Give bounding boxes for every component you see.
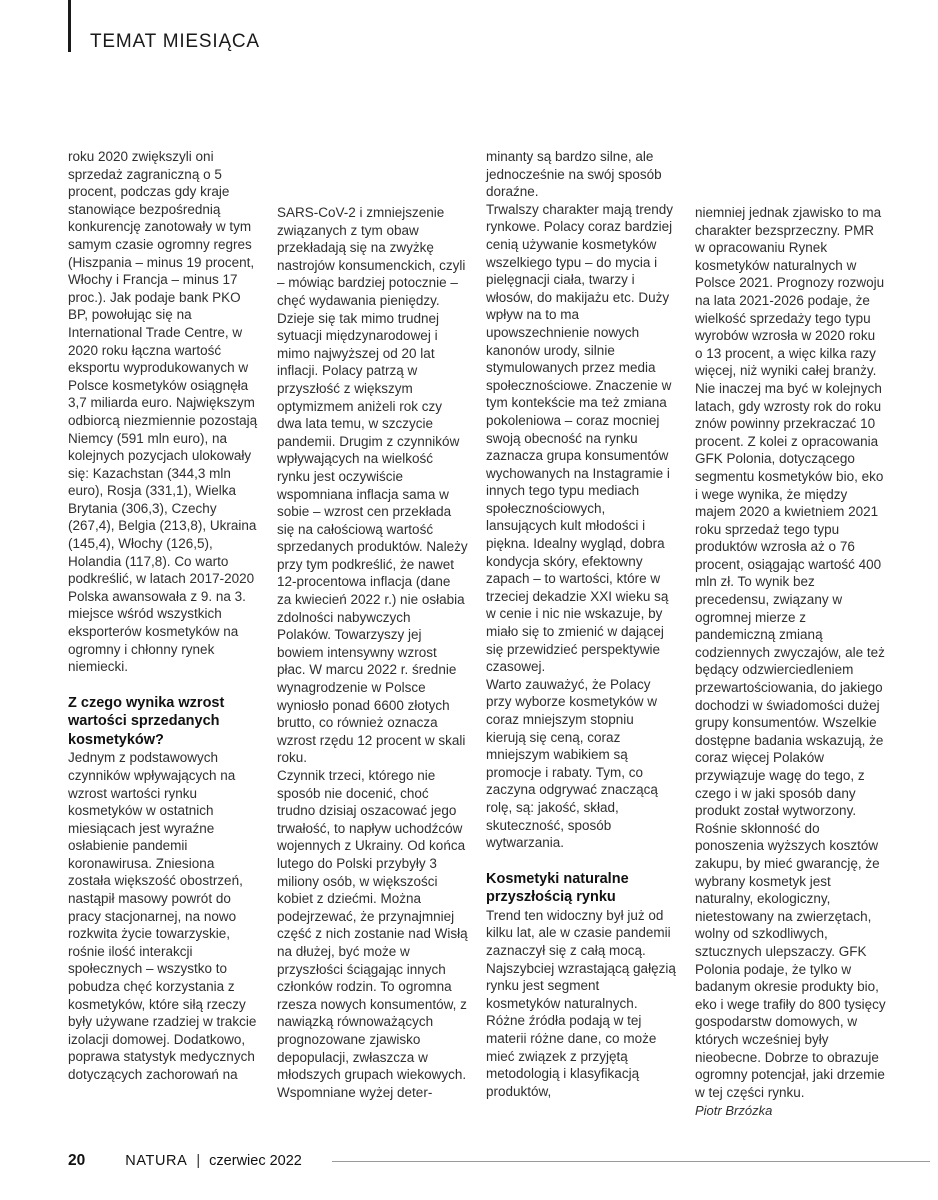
paragraph: Warto zauważyć, że Polacy przy wyborze kosmetyków w coraz mniejszym stopniu kierują się ceną, coraz mniejszym wabikiem są promocje i rabaty. Tym, co zaczyna odgrywać znaczącą rolę, są: jakość, skład, skuteczność, sposób wytwarzania.	[486, 676, 658, 851]
paragraph: niemniej jednak zjawisko to ma charakter bezsprzeczny. PMR w opracowaniu Rynek kosmetyków naturalnych w Polsce 2021. Prognozy rozwoju na lata 2021-2026 podaje, że wielkość sprzedaży tego typu wyrobów wzrosła w 2020 roku o 13 procent, a więc kilka razy więcej, niż wyniki całej branży. Nie inaczej ma być w kolejnych latach, gdy wzrosty rok do roku znów powinny przekraczać 10 procent. Z kolei z opracowania GFK Polonia, dotyczącego segmentu kosmetyków bio, eko i wege wynika, że między majem 2020 a kwietniem 2021 roku sprzedaż tego typu produktów wzrosła aż o 76 procent, osiągając wartość 400 mln zł. To wynik bez precedensu, związany w ogromnej mierze z pandemiczną zmianą codziennych zwyczajów, ale też będący odzwierciedleniem przewartościowania, do jakiego dochodzi w świadomości dużej grupy konsumentów. Wszelkie dostępne badania wskazują, że coraz więcej Polaków przywiązuje wagę do tego, z czego i w jaki sposób dany produkt został wytworzony. Rośnie skłonność do ponoszenia wyższych kosztów zakupu, by mieć gwarancję, że wybrany kosmetyk jest naturalny, ekologiczny, nietestowany na zwierzętach, wolny od szkodliwych, sztucznych ulepszaczy. GFK Polonia podaje, że tylko w badanym okresie produkty bio, eko i wege trafiły do 800 tysięcy gospodarstw domowych, w których wcześniej były nieobecne. Dobrze to obrazuje ogromny potencjał, jaki drzemie w tej części rynku.	[695, 205, 886, 1100]
paragraph: Jednym z podstawowych czynników wpływających na wzrost wartości rynku kosmetyków w ostatnich miesiącach jest wyraźne osłabienie pandemii koronawirusa. Zniesiona została większość obostrzeń, nastąpił masowy powrót do pracy stacjonarnej, na nowo rozkwita życie towarzyskie, rośnie ilość interakcji społecznych – wszystko to pobudza chęć korzystania z kosmetyków, które siłą rzeczy były używane rzadziej w trakcie izolacji domowej. Dodatkowo, poprawa statystyk medycznych dotyczących zachorowań na	[68, 750, 257, 1082]
paragraph: roku 2020 zwiększyli oni sprzedaż zagraniczną o 5 procent, podczas gdy kraje stanowiące bezpośrednią konkurencję zanotowały w tym samym czasie ogromny regres (Hiszpania – minus 19 procent, Włochy i Francja – minus 17 proc.). Jak podaje bank PKO BP, powołując się na International Trade Centre, w 2020 roku łączna wartość eksportu wyprodukowanych w Polsce kosmetyków osiągnęła 3,7 miliarda euro. Największym odbiorcą niezmiennie pozostają Niemcy (591 mln euro), na kolejnych pozycjach ulokowały się: Kazachstan (344,3 mln euro), Rosja (331,1), Wielka Brytania (306,3), Czechy (267,4), Belgia (213,8), Ukraina (145,4), Włochy (126,5), Holandia (117,8). Co warto podkreślić, w latach 2017-2020 Polska awansowała z 9. na 3. miejsce wśród wszystkich eksporterów kosmetyków na ogromny i chłonny rynek niemiecki.	[68, 149, 258, 675]
paragraph: Czynnik trzeci, którego nie sposób nie docenić, choć trudno dzisiaj oszacować jego trwałość, to napływ uchodźców wojennych z Ukrainy. Od końca lutego do Polski przybyły 3 miliony osób, w większości kobiet z dziećmi. Można podejrzewać, że przynajmniej część z nich zostanie nad Wisłą na dłużej, być może w przyszłości ściągając innych członków rodzin. To ogromna rzesza nowych konsumentów, z nawiązką równoważących prognozowane zjawisko depopulacji, zwłaszcza w młodszych grupach wiekowych.	[277, 768, 468, 1083]
page-footer	[68, 1152, 930, 1170]
author-byline: Piotr Brzózka	[695, 1103, 773, 1119]
magazine-name: NATURA	[125, 1153, 188, 1169]
section-label: TEMAT MIESIĄCA	[90, 31, 260, 52]
footer-rule	[332, 1161, 930, 1162]
footer-separator: |	[196, 1153, 201, 1169]
subheading-market-growth: Z czego wynika wzrost wartości sprzedanych kosmetyków?	[68, 694, 225, 748]
page-number: 20	[68, 1152, 86, 1169]
article-column-4	[695, 148, 886, 1120]
article-column-3	[486, 148, 677, 1120]
article-column-1	[68, 148, 259, 1120]
subheading-natural-cosmetics: Kosmetyki naturalne przyszłością rynku	[486, 870, 629, 906]
article-column-2	[277, 148, 468, 1120]
paragraph: Wspomniane wyżej deter-	[277, 1084, 433, 1100]
article-body	[68, 148, 886, 1120]
paragraph: Trwalszy charakter mają trendy rynkowe. Polacy coraz bardziej cenią używanie kosmetyków wszelkiego typu – do mycia i pielęgnacji ciała, twarzy i włosów, do makijażu etc. Duży wpływ na to ma upowszechnienie nowych kanonów urody, silnie stymulowanych przez media społecznościowe. Znaczenie w tym kontekście ma też zmiana pokoleniowa – coraz mocniej swoją obecność na rynku zaznacza grupa konsumentów wychowanych na Instagramie i innych tego typu mediach społecznościowych, lansujących kult młodości i piękna. Idealny wygląd, dobra kondycja skóry, efektowny zapach – to wartości, które w trzeciej dekadzie XXI wieku są w cenie i nic nie wskazuje, by miało się to zmienić w dającej się przewidzieć perspektywie czasowej.	[486, 201, 674, 675]
paragraph: SARS-CoV-2 i zmniejszenie związanych z tym obaw przekładają się na zwyżkę nastrojów konsumenckich, czyli – mówiąc bardziej potocznie – chęć wydawania pieniędzy. Dzieje się tak mimo trudnej sytuacji międzynarodowej i mimo najwyższej od 20 lat inflacji. Polacy patrzą w przyszłość z większym optymizmem aniżeli rok czy dwa lata temu, w szczycie pandemii. Drugim z czynników wpływających na wielkość rynku jest oczywiście wspomniana inflacja sama w sobie – wzrost cen przekłada się na całościową wartość sprzedanych produktów. Należy przy tym podkreślić, że nawet 12-procentowa inflacja (dane za kwiecień 2022 r.) nie osłabia zdolności nabywczych Polaków. Towarzyszy jej bowiem intensywny wzrost płac. W marcu 2022 r. średnie wynagrodzenie w Polsce wyniosło ponad 6600 złotych brutto, co również oznacza wzrost rzędu 12 procent w skali roku.	[277, 205, 468, 766]
issue-date: czerwiec 2022	[209, 1153, 302, 1169]
section-rule	[68, 0, 71, 52]
paragraph: minanty są bardzo silne, ale jednocześnie na swój sposób doraźne.	[486, 149, 662, 200]
paragraph: Trend ten widoczny był już od kilku lat, ale w czasie pandemii zaznaczył się z całą mocą. Najszybciej wzrastającą gałęzią rynku jest segment kosmetyków naturalnych. Różne źródła podają w tej materii różne dane, co może mieć związek z przyjętą metodologią i klasyfikacją produktów,	[486, 907, 676, 1099]
